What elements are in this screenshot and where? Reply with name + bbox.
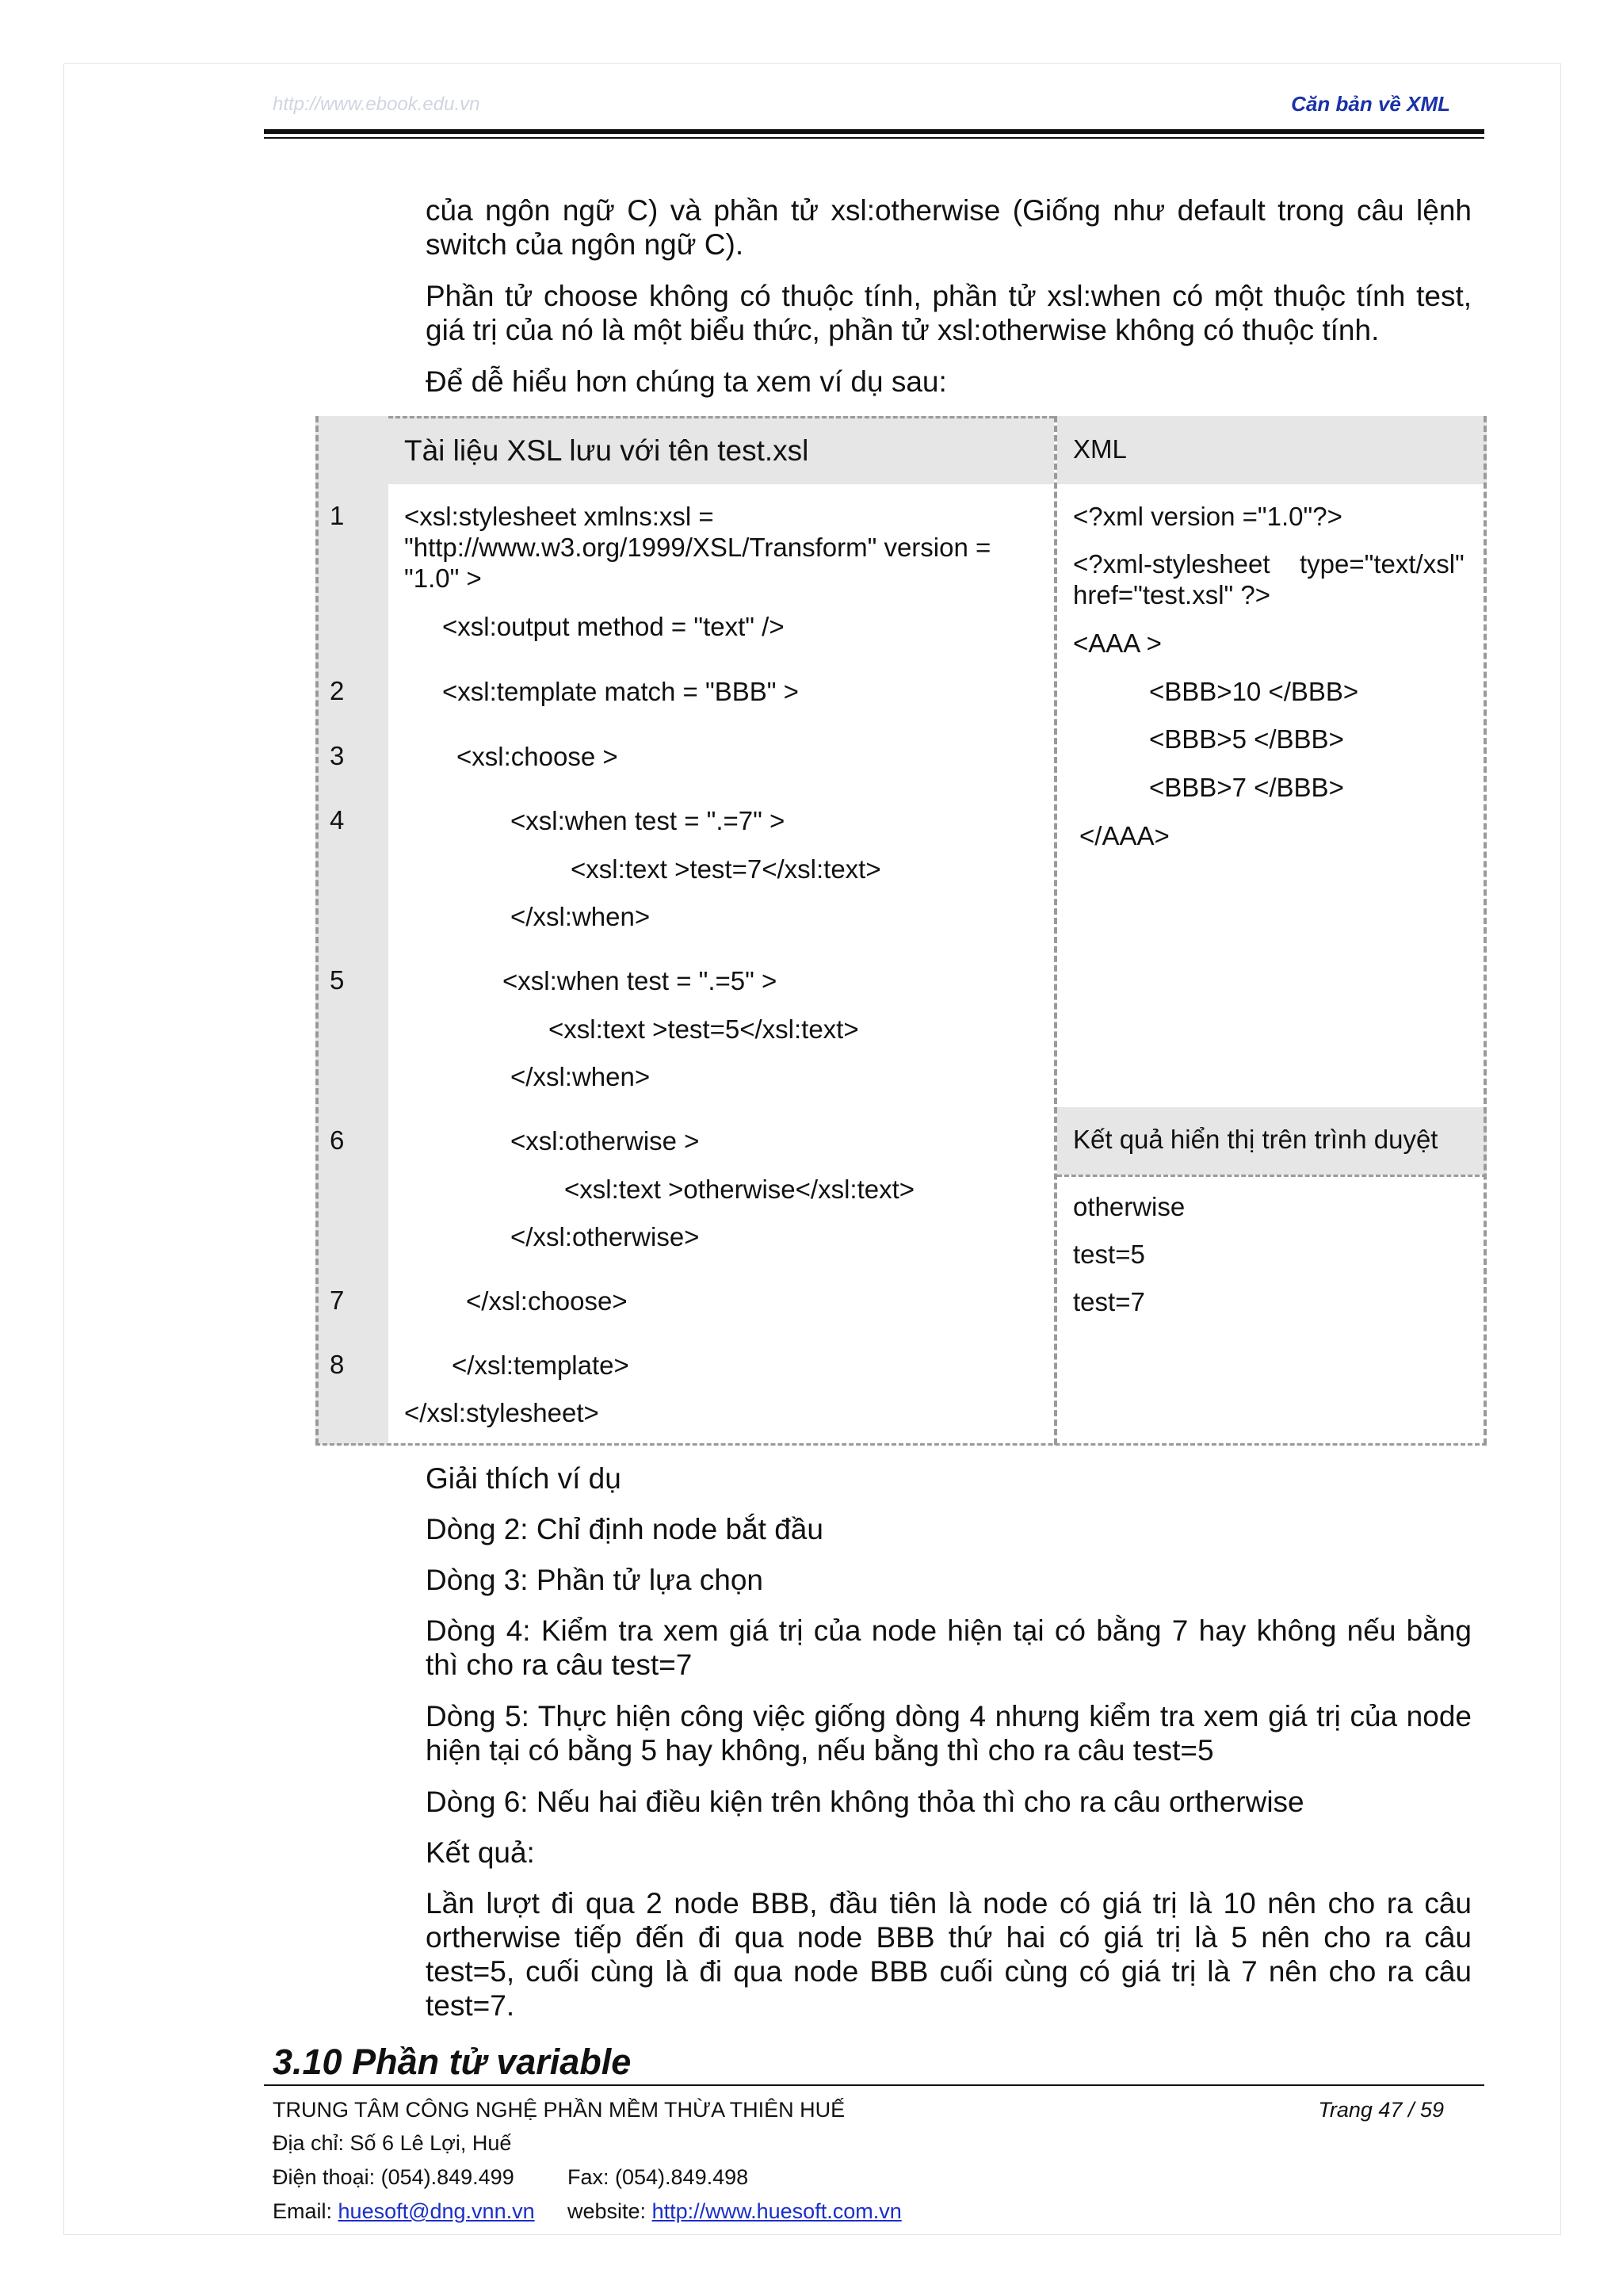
section-heading: 3.10 Phần tử variable <box>273 2042 632 2082</box>
header-rule <box>264 129 1484 134</box>
xsl-code-line: </xsl:when> <box>510 902 651 931</box>
xsl-code-line: <xsl:template match = "BBB" > <box>442 677 799 706</box>
xml-code-line: </AAA> <box>1079 821 1170 850</box>
table-bottom-border <box>315 1443 1487 1446</box>
xsl-code-line: </xsl:otherwise> <box>510 1222 700 1251</box>
xsl-code-line: <xsl:text >test=5</xsl:text> <box>548 1014 859 1044</box>
footer-page-number: Trang 47 / 59 <box>1318 2098 1444 2122</box>
footer-website-link[interactable]: http://www.huesoft.com.vn <box>651 2199 902 2223</box>
xsl-code-line: </xsl:when> <box>510 1062 651 1091</box>
xml-code-line: <?xml-stylesheet <box>1073 549 1270 579</box>
xsl-code-line: <xsl:when test = ".=5" > <box>502 966 777 995</box>
explanation-line: Dòng 6: Nếu hai điều kiện trên không thỏa thì cho ra câu ortherwise <box>426 1786 1304 1818</box>
line-number: 6 <box>330 1125 345 1155</box>
line-number: 2 <box>330 676 345 705</box>
footer-website-row <box>567 2199 902 2224</box>
xsl-code-line: </xsl:choose> <box>466 1286 628 1316</box>
footer-phone: Điện thoại: (054).849.499 <box>273 2165 514 2189</box>
explanation-line: Dòng 3: Phần tử lựa chọn <box>426 1564 763 1596</box>
xml-header: XML <box>1073 434 1127 464</box>
xsl-code-line: "http://www.w3.org/1999/XSL/Transform" version = <box>404 533 991 562</box>
explanation-line: Dòng 2: Chỉ định node bắt đầu <box>426 1513 823 1545</box>
explanation-line: Dòng 5: Thực hiện công việc giống dòng 4 nhưng kiểm tra xem giá trị của node hiện tại có bằng 5 hay không, nếu bằng thì cho ra câu test=5 <box>426 1700 1472 1767</box>
result-paragraph: Lần lượt đi qua 2 node BBB, đầu tiên là node có giá trị là 10 nên cho ra câu ortherwise tiếp đến đi qua node BBB thứ hai có giá trị là 5 nên cho ra câu test=5, cuối cùng là đi qua node BBB cuối cùng có giá trị là 7 nên cho ra câu test=7. <box>426 1887 1472 2022</box>
result-line: test=5 <box>1073 1240 1145 1269</box>
line-number: 1 <box>330 501 345 530</box>
footer-email-label: Email: <box>273 2199 333 2223</box>
header-rule-thin <box>264 137 1484 139</box>
footer-rule <box>264 2084 1484 2086</box>
footer-org: TRUNG TÂM CÔNG NGHỆ PHẦN MỀM THỪA THIÊN HUẾ <box>273 2098 846 2122</box>
intro-paragraph-3: Để dễ hiểu hơn chúng ta xem ví dụ sau: <box>426 365 947 398</box>
footer-email-link[interactable]: huesoft@dng.vnn.vn <box>338 2199 535 2223</box>
header-book-title: Căn bản về XML <box>1291 92 1450 116</box>
xsl-code-line: </xsl:template> <box>452 1350 629 1380</box>
footer-address: Địa chỉ: Số 6 Lê Lợi, Huế <box>273 2131 512 2155</box>
xml-code-line: type="text/xsl" <box>1300 549 1465 579</box>
example-table <box>315 416 1487 1445</box>
xml-code-line: <BBB>7 </BBB> <box>1149 773 1344 802</box>
result-line: otherwise <box>1073 1192 1186 1221</box>
line-number: 7 <box>330 1286 345 1315</box>
xsl-code-line: "1.0" > <box>404 563 482 593</box>
footer-website-label: website: <box>567 2199 647 2223</box>
footer-fax: Fax: (054).849.498 <box>567 2165 749 2189</box>
xml-code-line: <AAA > <box>1073 628 1162 658</box>
line-number: 4 <box>330 805 345 835</box>
header-site-url: http://www.ebook.edu.vn <box>273 94 480 115</box>
xml-code-line: href="test.xsl" ?> <box>1073 580 1271 609</box>
xsl-code-line: <xsl:stylesheet xmlns:xsl = <box>404 502 714 531</box>
xsl-code-line: <xsl:text >test=7</xsl:text> <box>571 854 881 884</box>
intro-paragraph-2: Phần tử choose không có thuộc tính, phần tử xsl:when có một thuộc tính test, giá trị của nó là một biểu thức, phần tử xsl:otherwise không có thuộc tính. <box>426 280 1472 346</box>
xsl-header: Tài liệu XSL lưu với tên test.xsl <box>404 434 809 467</box>
line-number-column <box>315 416 388 1445</box>
intro-paragraph-1: của ngôn ngữ C) và phần tử xsl:otherwise (Giống như default trong câu lệnh switch của ngôn ngữ C). <box>426 194 1472 261</box>
table-right-border <box>1484 416 1487 1445</box>
xml-code-line: <?xml version ="1.0"?> <box>1073 502 1342 531</box>
line-number: 5 <box>330 965 345 995</box>
xsl-code-line: <xsl:when test = ".=7" > <box>510 806 785 835</box>
line-number: 8 <box>330 1350 345 1379</box>
explanation-line: Dòng 4: Kiểm tra xem giá trị của node hiện tại có bằng 7 hay không nếu bằng thì cho ra câu test=7 <box>426 1614 1472 1681</box>
result-line: test=7 <box>1073 1287 1145 1316</box>
footer-email-row <box>273 2199 535 2224</box>
line-number: 3 <box>330 741 345 770</box>
explanation-title: Giải thích ví dụ <box>426 1462 621 1495</box>
table-left-border <box>315 416 319 1445</box>
xml-code-line: <BBB>10 </BBB> <box>1149 677 1359 706</box>
result-header-border <box>1057 1175 1487 1177</box>
xsl-code-line: <xsl:otherwise > <box>510 1126 700 1156</box>
xsl-code-line: </xsl:stylesheet> <box>404 1398 599 1427</box>
table-middle-border <box>1054 416 1057 1445</box>
result-label: Kết quả: <box>426 1836 535 1869</box>
xsl-code-line: <xsl:choose > <box>456 742 618 771</box>
result-header: Kết quả hiển thị trên trình duyệt <box>1073 1125 1438 1154</box>
table-top-border <box>388 416 1054 418</box>
xml-code-line: <BBB>5 </BBB> <box>1149 724 1344 754</box>
xsl-code-line: <xsl:text >otherwise</xsl:text> <box>564 1175 915 1204</box>
xsl-code-line: <xsl:output method = "text" /> <box>442 612 785 641</box>
